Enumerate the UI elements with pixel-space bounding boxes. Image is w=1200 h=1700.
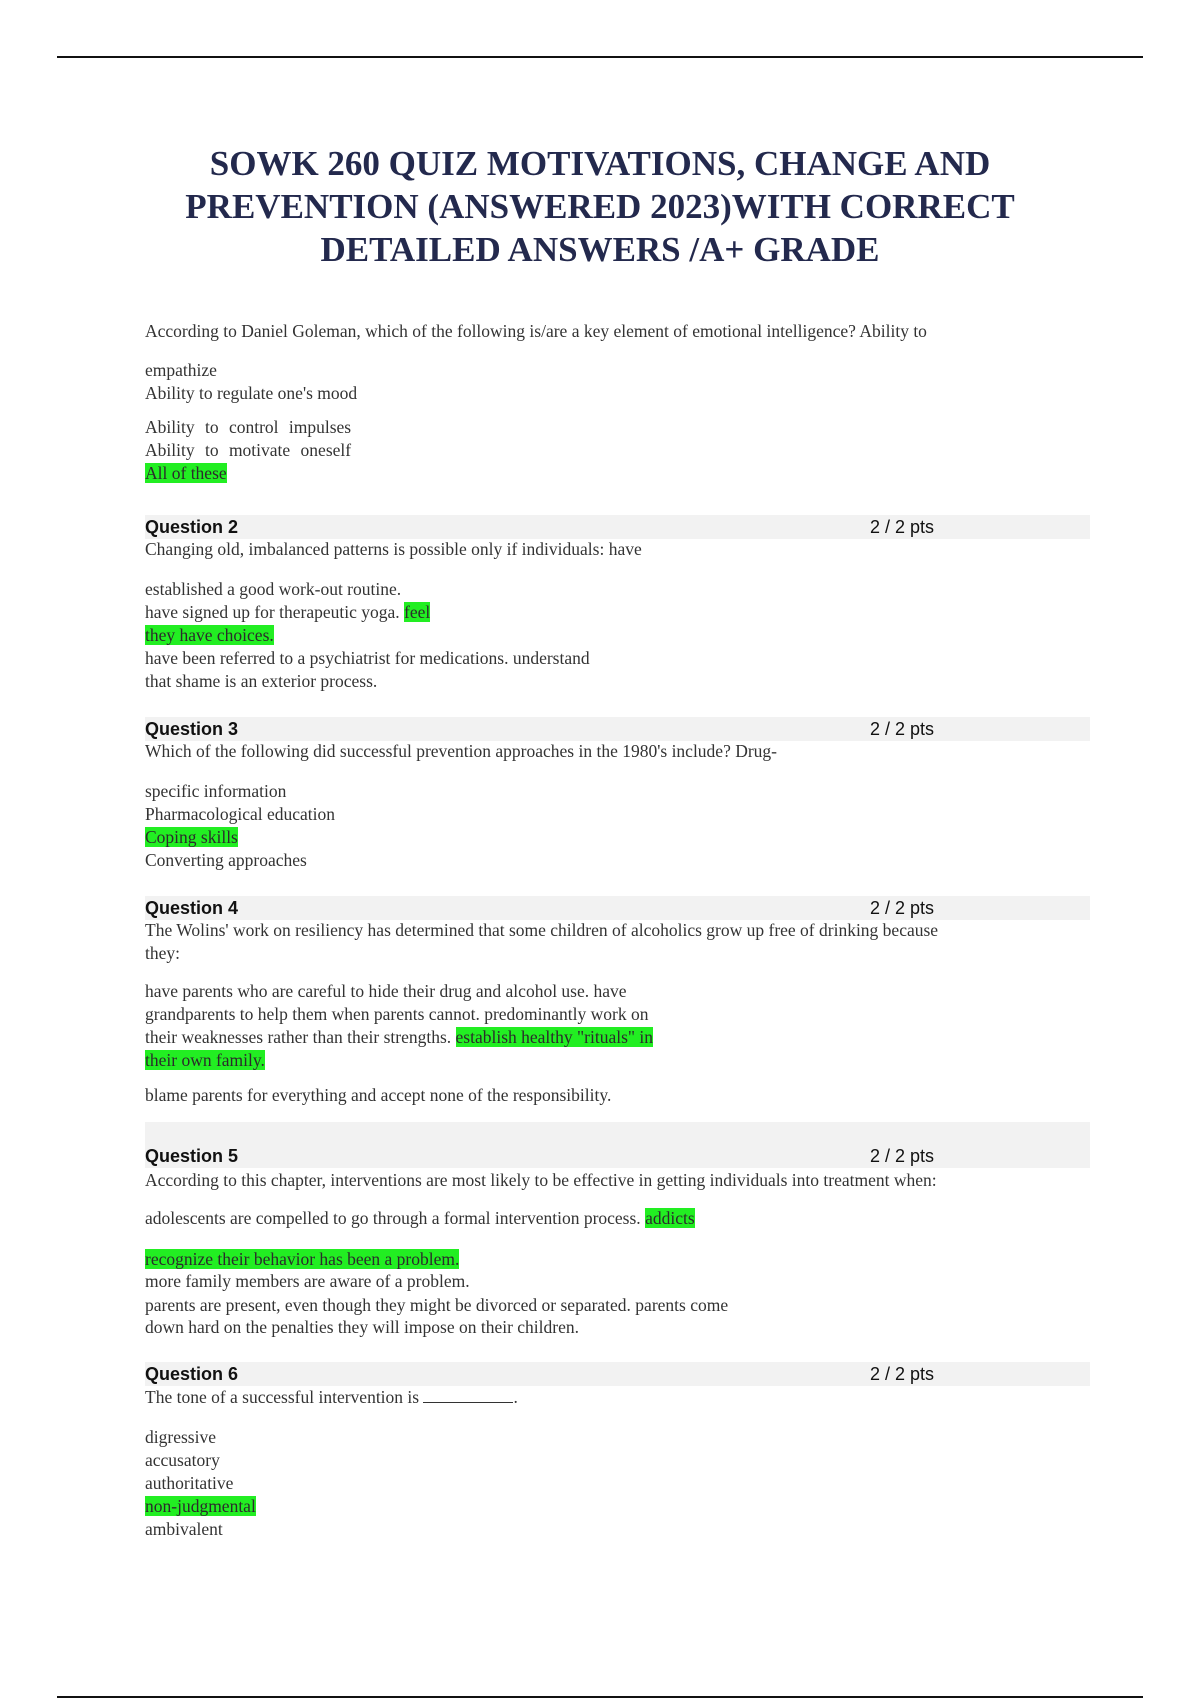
question-5-header — [145, 1122, 1090, 1168]
question-text: The Wolins' work on resiliency has determined that some children of alcoholics grow up free of drinking because — [145, 920, 939, 940]
option: have been referred to a psychiatrist for medications. understand — [145, 648, 590, 668]
option: specific information — [145, 781, 287, 801]
correct-answer: All of these — [145, 463, 227, 483]
question-text: The tone of a successful intervention is — [145, 1387, 420, 1407]
top-rule — [57, 56, 1143, 58]
option: more family members are aware of a problem. — [145, 1271, 470, 1291]
option: authoritative — [145, 1473, 234, 1493]
option: Ability to motivate oneself — [145, 440, 352, 460]
question-points: 2 / 2 pts — [870, 719, 935, 739]
correct-answer: establish healthy "rituals" in — [455, 1027, 654, 1047]
question-text: Which of the following did successful prevention approaches in the 1980's include? Drug- — [145, 741, 778, 761]
question-2-header — [145, 515, 1090, 539]
option: ambivalent — [145, 1519, 223, 1539]
option: have parents who are careful to hide their drug and alcohol use. have — [145, 981, 627, 1001]
correct-answer: Coping skills — [145, 827, 238, 847]
option: grandparents to help them when parents cannot. predominantly work on — [145, 1004, 649, 1024]
question-points: 2 / 2 pts — [870, 517, 935, 537]
title-line-3: DETAILED ANSWERS /A+ GRADE — [320, 230, 880, 269]
title-line-1: SOWK 260 QUIZ MOTIVATIONS, CHANGE AND — [209, 144, 991, 183]
question-text: they: — [145, 943, 180, 963]
option: that shame is an exterior process. — [145, 671, 378, 691]
option: their weaknesses rather than their strengths. — [145, 1027, 452, 1047]
question-6-header — [145, 1362, 1090, 1386]
correct-answer: addicts — [645, 1208, 695, 1228]
question-text: Changing old, imbalanced patterns is possible only if individuals: have — [145, 539, 642, 559]
question-label: Question 4 — [145, 898, 239, 918]
option: digressive — [145, 1427, 216, 1447]
correct-answer: they have choices. — [145, 625, 274, 645]
question-points: 2 / 2 pts — [870, 898, 935, 918]
question-4-header — [145, 896, 1090, 920]
fill-in-blank — [423, 1388, 513, 1403]
correct-answer: feel — [404, 602, 431, 622]
question-period: . — [513, 1387, 518, 1407]
question-label: Question 2 — [145, 517, 239, 537]
option: Ability to regulate one's mood — [145, 383, 358, 403]
correct-answer: non-judgmental — [145, 1496, 256, 1516]
option: Pharmacological education — [145, 804, 335, 824]
option: have signed up for therapeutic yoga. — [145, 602, 400, 622]
title-line-2: PREVENTION (ANSWERED 2023)WITH CORRECT — [185, 187, 1015, 226]
question-label: Question 3 — [145, 719, 239, 739]
option: down hard on the penalties they will impose on their children. — [145, 1317, 579, 1337]
correct-answer: recognize their behavior has been a problem. — [145, 1249, 460, 1269]
page-title — [100, 142, 1100, 271]
question-3-header — [145, 717, 1090, 741]
correct-answer: their own family. — [145, 1050, 265, 1070]
option: parents are present, even though they might be divorced or separated. parents come — [145, 1295, 729, 1315]
bottom-rule — [57, 1696, 1143, 1698]
option: Ability to control impulses — [145, 417, 352, 437]
option: blame parents for everything and accept none of the responsibility. — [145, 1085, 612, 1105]
option: accusatory — [145, 1450, 220, 1470]
question-points: 2 / 2 pts — [870, 1364, 935, 1384]
question-label: Question 6 — [145, 1364, 239, 1384]
question-text: According to this chapter, interventions are most likely to be effective in getting individuals into treatment when: — [145, 1170, 937, 1190]
option: empathize — [145, 360, 217, 380]
question-text: According to Daniel Goleman, which of the following is/are a key element of emotional intelligence? Ability to — [145, 321, 927, 341]
option: adolescents are compelled to go through a formal intervention process. — [145, 1208, 641, 1228]
question-points: 2 / 2 pts — [870, 1146, 935, 1166]
question-label: Question 5 — [145, 1146, 239, 1166]
option: Converting approaches — [145, 850, 307, 870]
option: established a good work-out routine. — [145, 579, 402, 599]
